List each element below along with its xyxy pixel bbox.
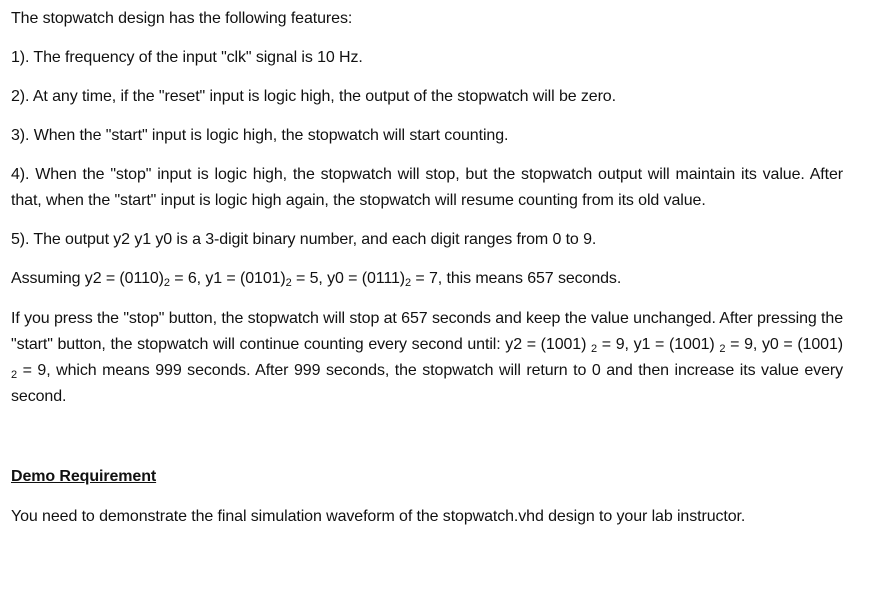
feature-2: 2). At any time, if the "reset" input is logic high, the output of the stopwatch will be zero. (11, 88, 616, 105)
feature-3: 3). When the "start" input is logic high, the stopwatch will start counting. (11, 127, 509, 144)
subscript-base: 2 (719, 343, 726, 355)
stop-text-4: = 9, which means 999 seconds. After 999 seconds, the stopwatch will return to 0 and then increase its value every second. (11, 362, 843, 405)
subscript-base: 2 (163, 277, 170, 289)
subscript-base: 2 (11, 369, 18, 381)
subscript-base: 2 (285, 277, 292, 289)
subscript-base: 2 (591, 343, 598, 355)
stop-text-3: = 9, y0 = (1001) (725, 336, 843, 353)
subscript-base: 2 (405, 277, 412, 289)
document-body (11, 6, 843, 530)
demo-heading: Demo Requirement (11, 468, 157, 485)
example-line (11, 266, 843, 292)
demo-text: You need to demonstrate the final simulation waveform of the stopwatch.vhd design to your lab instructor. (11, 508, 746, 525)
example-text-2: = 6, y1 = (0101) (169, 270, 286, 287)
feature-5: 5). The output y2 y1 y0 is a 3-digit binary number, and each digit ranges from 0 to 9. (11, 231, 597, 248)
example-text-4: = 7, this means 657 seconds. (411, 270, 622, 287)
example-text-1: Assuming y2 = (0110) (11, 270, 164, 287)
example-text-3: = 5, y0 = (0111) (291, 270, 406, 287)
feature-1: 1). The frequency of the input "clk" signal is 10 Hz. (11, 49, 363, 66)
intro-line: The stopwatch design has the following features: (11, 10, 353, 27)
stop-text-1: If you press the "stop" button, the stopwatch will stop at 657 seconds and keep the value unchanged. After pressing the "start" button, the stopwatch will continue counting every second until: y2 = (1001) (11, 310, 843, 353)
feature-4: 4). When the "stop" input is logic high, the stopwatch will stop, but the stopwatch output will maintain its value. After that, when the "start" input is logic high again, the stopwatch will resume counting from its old value. (11, 166, 843, 209)
stop-paragraph (11, 306, 843, 410)
stop-text-2: = 9, y1 = (1001) (597, 336, 720, 353)
